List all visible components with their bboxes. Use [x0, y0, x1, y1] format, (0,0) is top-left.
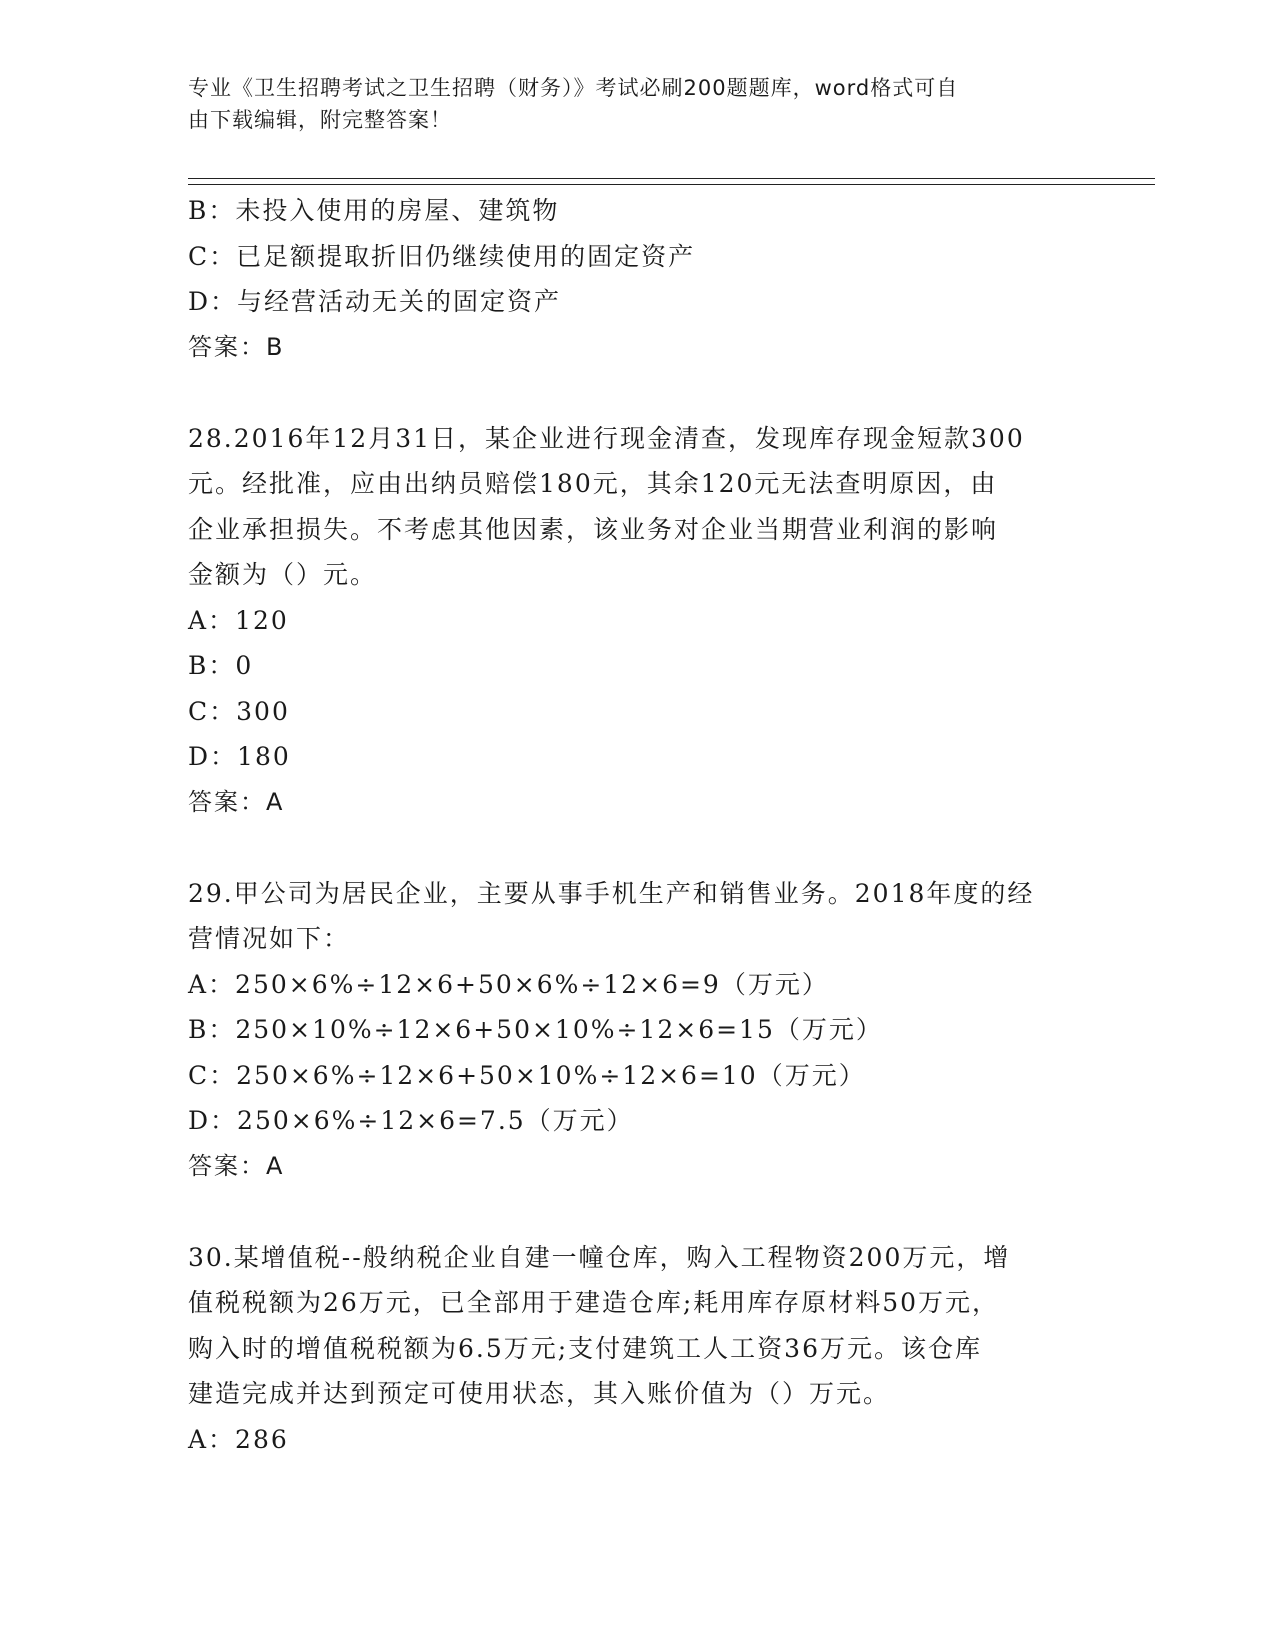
option-b: B：250×10%÷12×6+50×10%÷12×6=15（万元） [188, 1015, 883, 1044]
document-header [188, 72, 1068, 136]
question-stem-line: 值税税额为26万元，已全部用于建造仓库;耗用库存原材料50万元， [188, 1288, 1000, 1317]
question-content [188, 188, 1088, 1462]
option-c: C：300 [188, 696, 290, 726]
question-stem-line: 30.某增值税--般纳税企业自建一幢仓库，购入工程物资200万元，增 [188, 1242, 1011, 1272]
option-a: A：120 [188, 605, 289, 635]
question-stem-line: 金额为（）元。 [188, 560, 378, 589]
question-stem-line: 购入时的增值税税额为6.5万元;支付建筑工人工资36万元。该仓库 [188, 1333, 982, 1363]
option-b: B：0 [188, 651, 254, 680]
header-line-2: 由下载编辑，附完整答案！ [188, 108, 452, 132]
header-divider-bottom [188, 184, 1155, 185]
option-d: D：250×6%÷12×6=7.5（万元） [188, 1106, 634, 1135]
option-c: C：250×6%÷12×6+50×10%÷12×6=10（万元） [188, 1060, 866, 1090]
spacer [188, 370, 1088, 416]
spacer [188, 825, 1088, 871]
question-stem-line: 28.2016年12月31日，某企业进行现金清查，发现库存现金短款300 [188, 423, 1025, 453]
answer-line: 答案：A [188, 787, 285, 816]
prev-question [188, 188, 1088, 370]
spacer [188, 1189, 1088, 1235]
option-d: D：180 [188, 742, 291, 771]
question-stem-line: 建造完成并达到预定可使用状态，其入账价值为（）万元。 [188, 1379, 891, 1408]
question-29 [188, 871, 1088, 1190]
answer-line: 答案：A [188, 1151, 285, 1180]
option-b: B：未投入使用的房屋、建筑物 [188, 196, 560, 225]
option-a: A：286 [188, 1424, 289, 1454]
option-d: D：与经营活动无关的固定资产 [188, 287, 562, 316]
header-divider-top [188, 178, 1155, 179]
question-30 [188, 1235, 1088, 1463]
question-28 [188, 416, 1088, 826]
question-stem-line: 29.甲公司为居民企业，主要从事手机生产和销售业务。2018年度的经 [188, 878, 1035, 908]
question-stem-line: 企业承担损失。不考虑其他因素，该业务对企业当期营业利润的影响 [188, 514, 999, 544]
question-stem-line: 元。经批准，应由出纳员赔偿180元，其余120元无法查明原因，由 [188, 469, 998, 498]
option-c: C：已足额提取折旧仍继续使用的固定资产 [188, 241, 696, 271]
question-stem-line: 营情况如下： [188, 924, 351, 953]
header-line-1: 专业《卫生招聘考试之卫生招聘（财务）》考试必刷200题题库，word格式可自 [188, 76, 959, 100]
answer-line: 答案：B [188, 332, 285, 361]
option-a: A：250×6%÷12×6+50×6%÷12×6=9（万元） [188, 969, 829, 999]
